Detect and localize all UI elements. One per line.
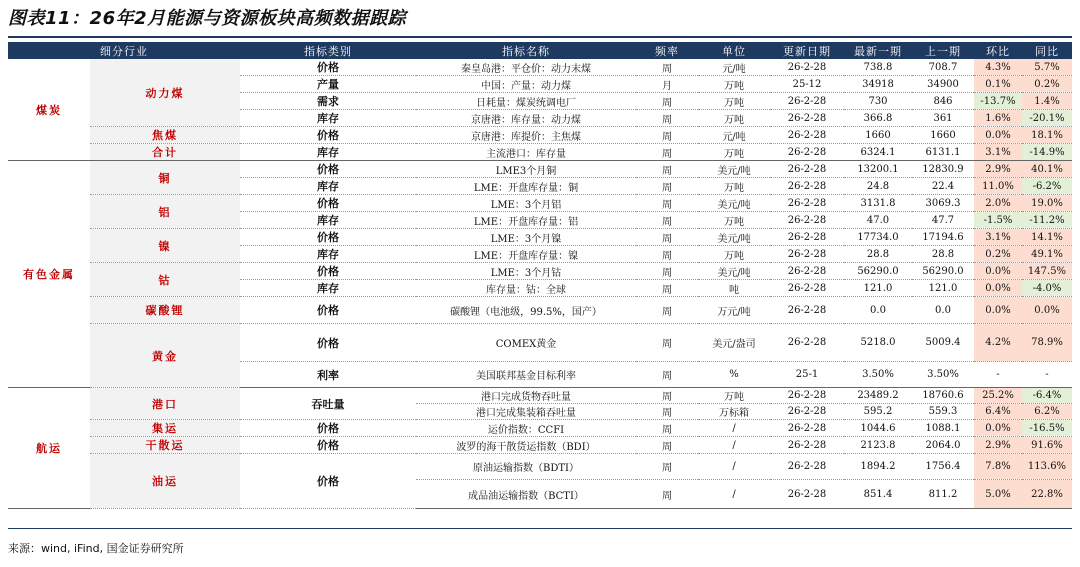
unit-cell: / [698, 454, 770, 480]
previous-value-cell: 22.4 [912, 178, 974, 195]
indicator-type-cell: 库存 [240, 178, 416, 195]
header-cell: 频率 [636, 42, 698, 59]
previous-value-cell: 5009.4 [912, 324, 974, 362]
indicator-type-cell: 库存 [240, 144, 416, 161]
update-date-cell: 26-2-28 [770, 388, 844, 404]
yoy-change-cell: -11.2% [1022, 212, 1072, 229]
previous-value-cell: 2064.0 [912, 437, 974, 454]
indicator-name-cell: COMEX黄金 [416, 324, 636, 362]
indicator-name-cell: 日耗量：煤炭统调电厂 [416, 93, 636, 110]
unit-cell: 万元/吨 [698, 297, 770, 324]
indicator-type-cell: 价格 [240, 195, 416, 212]
latest-value-cell: 730 [844, 93, 912, 110]
header-cell: 最新一期 [844, 42, 912, 59]
indicator-name-cell: 主流港口：库存量 [416, 144, 636, 161]
indicator-name-cell: 京唐港：库提价：主焦煤 [416, 127, 636, 144]
indicator-name-cell: 原油运输指数（BDTI） [416, 454, 636, 480]
indicator-type-cell: 需求 [240, 93, 416, 110]
frequency-cell: 周 [636, 110, 698, 127]
table-row [8, 229, 1072, 246]
unit-cell: 吨 [698, 280, 770, 297]
update-date-cell: 26-2-28 [770, 144, 844, 161]
subsector-cell: 焦煤 [90, 127, 240, 144]
update-date-cell: 26-2-28 [770, 437, 844, 454]
subsector-cell: 黄金 [90, 324, 240, 388]
indicator-name-cell: 波罗的海干散货运指数（BDI） [416, 437, 636, 454]
latest-value-cell: 3.50% [844, 362, 912, 388]
mom-change-cell: 0.0% [974, 280, 1022, 297]
latest-value-cell: 2123.8 [844, 437, 912, 454]
yoy-change-cell: 78.9% [1022, 324, 1072, 362]
unit-cell: 万吨 [698, 76, 770, 93]
mom-change-cell: 4.3% [974, 59, 1022, 76]
latest-value-cell: 366.8 [844, 110, 912, 127]
unit-cell: 美元/吨 [698, 161, 770, 178]
unit-cell: 美元/吨 [698, 195, 770, 212]
unit-cell: 美元/吨 [698, 263, 770, 280]
frequency-cell: 周 [636, 195, 698, 212]
latest-value-cell: 13200.1 [844, 161, 912, 178]
frequency-cell: 周 [636, 212, 698, 229]
unit-cell: 万吨 [698, 110, 770, 127]
sector-cell: 有色金属 [8, 161, 90, 388]
update-date-cell: 26-2-28 [770, 263, 844, 280]
unit-cell: 万吨 [698, 178, 770, 195]
indicator-name-cell: 中国：产量：动力煤 [416, 76, 636, 93]
unit-cell: 美元/盎司 [698, 324, 770, 362]
frequency-cell: 周 [636, 420, 698, 437]
mom-change-cell: 2.9% [974, 161, 1022, 178]
frequency-cell: 周 [636, 280, 698, 297]
mom-change-cell: 7.8% [974, 454, 1022, 480]
table-row [8, 59, 1072, 76]
subsector-cell: 铝 [90, 195, 240, 229]
yoy-change-cell: -4.0% [1022, 280, 1072, 297]
unit-cell: 万吨 [698, 212, 770, 229]
subsector-cell: 动力煤 [90, 59, 240, 127]
indicator-name-cell: 秦皇岛港：平仓价：动力末煤 [416, 59, 636, 76]
subsector-cell: 铜 [90, 161, 240, 195]
frequency-cell: 月 [636, 76, 698, 93]
frequency-cell: 周 [636, 246, 698, 263]
update-date-cell: 25-1 [770, 362, 844, 388]
frequency-cell: 周 [636, 93, 698, 110]
update-date-cell: 26-2-28 [770, 420, 844, 437]
footer-divider [8, 528, 1072, 529]
indicator-type-cell: 价格 [240, 437, 416, 454]
unit-cell: / [698, 480, 770, 509]
mom-change-cell: 25.2% [974, 388, 1022, 404]
latest-value-cell: 24.8 [844, 178, 912, 195]
table-row [8, 420, 1072, 437]
table-row [8, 263, 1072, 280]
unit-cell: 万吨 [698, 388, 770, 404]
frequency-cell: 周 [636, 362, 698, 388]
indicator-type-cell: 产量 [240, 76, 416, 93]
indicator-type-cell: 价格 [240, 127, 416, 144]
previous-value-cell: 3.50% [912, 362, 974, 388]
unit-cell: 元/吨 [698, 127, 770, 144]
mom-change-cell: -13.7% [974, 93, 1022, 110]
latest-value-cell: 6324.1 [844, 144, 912, 161]
previous-value-cell: 47.7 [912, 212, 974, 229]
table-row [8, 144, 1072, 161]
previous-value-cell: 6131.1 [912, 144, 974, 161]
indicator-type-cell: 库存 [240, 246, 416, 263]
unit-cell: 万标箱 [698, 404, 770, 420]
mom-change-cell: 3.1% [974, 144, 1022, 161]
indicator-type-cell: 价格 [240, 324, 416, 362]
indicator-name-cell: 港口完成集装箱吞吐量 [416, 404, 636, 420]
indicator-name-cell: 碳酸锂（电池级，99.5%，国产） [416, 297, 636, 324]
header-cell: 单位 [698, 42, 770, 59]
table-row [8, 324, 1072, 362]
table-row [8, 297, 1072, 324]
subsector-cell: 集运 [90, 420, 240, 437]
yoy-change-cell: 19.0% [1022, 195, 1072, 212]
yoy-change-cell: 0.0% [1022, 297, 1072, 324]
yoy-change-cell: -6.4% [1022, 388, 1072, 404]
indicator-type-cell: 库存 [240, 212, 416, 229]
indicator-name-cell: 库存量：钴：全球 [416, 280, 636, 297]
frequency-cell: 周 [636, 263, 698, 280]
mom-change-cell: 11.0% [974, 178, 1022, 195]
mom-change-cell: 0.2% [974, 246, 1022, 263]
indicator-type-cell: 吞吐量 [240, 388, 416, 420]
table-row [8, 454, 1072, 480]
previous-value-cell: 1088.1 [912, 420, 974, 437]
latest-value-cell: 17734.0 [844, 229, 912, 246]
yoy-change-cell: 0.2% [1022, 76, 1072, 93]
indicator-type-cell: 库存 [240, 110, 416, 127]
unit-cell: 万吨 [698, 93, 770, 110]
subsector-cell: 合计 [90, 144, 240, 161]
previous-value-cell: 811.2 [912, 480, 974, 509]
unit-cell: / [698, 420, 770, 437]
indicator-name-cell: LME3个月铜 [416, 161, 636, 178]
update-date-cell: 26-2-28 [770, 246, 844, 263]
indicator-name-cell: 成品油运输指数（BCTI） [416, 480, 636, 509]
indicator-name-cell: LME：3个月钴 [416, 263, 636, 280]
mom-change-cell: 4.2% [974, 324, 1022, 362]
previous-value-cell: 17194.6 [912, 229, 974, 246]
latest-value-cell: 1044.6 [844, 420, 912, 437]
header-cell: 上一期 [912, 42, 974, 59]
update-date-cell: 26-2-28 [770, 110, 844, 127]
update-date-cell: 26-2-28 [770, 161, 844, 178]
header-cell: 环比 [974, 42, 1022, 59]
frequency-cell: 周 [636, 454, 698, 480]
yoy-change-cell: -20.1% [1022, 110, 1072, 127]
indicator-name-cell: LME：3个月镍 [416, 229, 636, 246]
indicator-type-cell: 价格 [240, 454, 416, 509]
latest-value-cell: 3131.8 [844, 195, 912, 212]
table-row [8, 195, 1072, 212]
update-date-cell: 26-2-28 [770, 280, 844, 297]
indicator-type-cell: 库存 [240, 280, 416, 297]
frequency-cell: 周 [636, 59, 698, 76]
table-row [8, 127, 1072, 144]
latest-value-cell: 34918 [844, 76, 912, 93]
latest-value-cell: 56290.0 [844, 263, 912, 280]
indicator-type-cell: 价格 [240, 229, 416, 246]
previous-value-cell: 12830.9 [912, 161, 974, 178]
mom-change-cell: 5.0% [974, 480, 1022, 509]
indicator-type-cell: 利率 [240, 362, 416, 388]
update-date-cell: 26-2-28 [770, 324, 844, 362]
header-cell: 同比 [1022, 42, 1072, 59]
indicator-name-cell: LME：开盘库存量：铝 [416, 212, 636, 229]
unit-cell: 元/吨 [698, 59, 770, 76]
frequency-cell: 周 [636, 127, 698, 144]
table-row [8, 161, 1072, 178]
frequency-cell: 周 [636, 388, 698, 404]
subsector-cell: 港口 [90, 388, 240, 420]
yoy-change-cell: 49.1% [1022, 246, 1072, 263]
indicator-type-cell: 价格 [240, 161, 416, 178]
table-header [8, 42, 1072, 59]
latest-value-cell: 1894.2 [844, 454, 912, 480]
indicator-name-cell: 港口完成货物吞吐量 [416, 388, 636, 404]
update-date-cell: 26-2-28 [770, 229, 844, 246]
indicator-name-cell: 运价指数：CCFI [416, 420, 636, 437]
latest-value-cell: 23489.2 [844, 388, 912, 404]
yoy-change-cell: 22.8% [1022, 480, 1072, 509]
indicator-name-cell: LME：3个月铝 [416, 195, 636, 212]
previous-value-cell: 28.8 [912, 246, 974, 263]
unit-cell: % [698, 362, 770, 388]
source-note: 来源：wind, iFind, 国金证券研究所 [8, 542, 184, 555]
mom-change-cell: - [974, 362, 1022, 388]
yoy-change-cell: 91.6% [1022, 437, 1072, 454]
previous-value-cell: 846 [912, 93, 974, 110]
indicator-type-cell: 价格 [240, 59, 416, 76]
data-table [8, 42, 1072, 509]
update-date-cell: 26-2-28 [770, 404, 844, 420]
header-cell: 细分行业 [8, 42, 240, 59]
yoy-change-cell: -14.9% [1022, 144, 1072, 161]
yoy-change-cell: 6.2% [1022, 404, 1072, 420]
yoy-change-cell: 18.1% [1022, 127, 1072, 144]
sector-cell: 煤炭 [8, 59, 90, 161]
yoy-change-cell: 113.6% [1022, 454, 1072, 480]
header-cell: 指标名称 [416, 42, 636, 59]
yoy-change-cell: 147.5% [1022, 263, 1072, 280]
unit-cell: 万吨 [698, 246, 770, 263]
update-date-cell: 26-2-28 [770, 127, 844, 144]
previous-value-cell: 0.0 [912, 297, 974, 324]
update-date-cell: 25-12 [770, 76, 844, 93]
mom-change-cell: 3.1% [974, 229, 1022, 246]
frequency-cell: 周 [636, 178, 698, 195]
update-date-cell: 26-2-28 [770, 93, 844, 110]
latest-value-cell: 47.0 [844, 212, 912, 229]
mom-change-cell: 1.6% [974, 110, 1022, 127]
frequency-cell: 周 [636, 144, 698, 161]
update-date-cell: 26-2-28 [770, 297, 844, 324]
update-date-cell: 26-2-28 [770, 212, 844, 229]
sector-cell: 航运 [8, 388, 90, 509]
mom-change-cell: 0.0% [974, 420, 1022, 437]
unit-cell: / [698, 437, 770, 454]
subsector-cell: 油运 [90, 454, 240, 509]
indicator-type-cell: 价格 [240, 420, 416, 437]
title-divider [8, 36, 1072, 38]
mom-change-cell: -1.5% [974, 212, 1022, 229]
latest-value-cell: 851.4 [844, 480, 912, 509]
yoy-change-cell: 5.7% [1022, 59, 1072, 76]
latest-value-cell: 1660 [844, 127, 912, 144]
previous-value-cell: 361 [912, 110, 974, 127]
yoy-change-cell: -16.5% [1022, 420, 1072, 437]
unit-cell: 美元/吨 [698, 229, 770, 246]
yoy-change-cell: 40.1% [1022, 161, 1072, 178]
mom-change-cell: 0.0% [974, 297, 1022, 324]
header-cell: 指标类别 [240, 42, 416, 59]
frequency-cell: 周 [636, 324, 698, 362]
subsector-cell: 干散运 [90, 437, 240, 454]
indicator-name-cell: 京唐港：库存量：动力煤 [416, 110, 636, 127]
frequency-cell: 周 [636, 404, 698, 420]
latest-value-cell: 0.0 [844, 297, 912, 324]
previous-value-cell: 1660 [912, 127, 974, 144]
indicator-type-cell: 价格 [240, 297, 416, 324]
yoy-change-cell: 14.1% [1022, 229, 1072, 246]
previous-value-cell: 121.0 [912, 280, 974, 297]
latest-value-cell: 738.8 [844, 59, 912, 76]
previous-value-cell: 56290.0 [912, 263, 974, 280]
update-date-cell: 26-2-28 [770, 480, 844, 509]
unit-cell: 万吨 [698, 144, 770, 161]
yoy-change-cell: 1.4% [1022, 93, 1072, 110]
mom-change-cell: 0.0% [974, 263, 1022, 280]
latest-value-cell: 121.0 [844, 280, 912, 297]
subsector-cell: 钴 [90, 263, 240, 297]
mom-change-cell: 0.1% [974, 76, 1022, 93]
frequency-cell: 周 [636, 229, 698, 246]
previous-value-cell: 34900 [912, 76, 974, 93]
mom-change-cell: 6.4% [974, 404, 1022, 420]
page-title: 图表11：26年2月能源与资源板块高频数据跟踪 [8, 8, 407, 29]
update-date-cell: 26-2-28 [770, 178, 844, 195]
mom-change-cell: 2.0% [974, 195, 1022, 212]
indicator-name-cell: LME：开盘库存量：镍 [416, 246, 636, 263]
update-date-cell: 26-2-28 [770, 195, 844, 212]
mom-change-cell: 0.0% [974, 127, 1022, 144]
update-date-cell: 26-2-28 [770, 454, 844, 480]
yoy-change-cell: -6.2% [1022, 178, 1072, 195]
previous-value-cell: 708.7 [912, 59, 974, 76]
latest-value-cell: 28.8 [844, 246, 912, 263]
indicator-type-cell: 价格 [240, 263, 416, 280]
frequency-cell: 周 [636, 297, 698, 324]
previous-value-cell: 559.3 [912, 404, 974, 420]
previous-value-cell: 18760.6 [912, 388, 974, 404]
frequency-cell: 周 [636, 161, 698, 178]
indicator-name-cell: 美国联邦基金目标利率 [416, 362, 636, 388]
latest-value-cell: 5218.0 [844, 324, 912, 362]
table-row [8, 437, 1072, 454]
yoy-change-cell: - [1022, 362, 1072, 388]
update-date-cell: 26-2-28 [770, 59, 844, 76]
frequency-cell: 周 [636, 437, 698, 454]
frequency-cell: 周 [636, 480, 698, 509]
mom-change-cell: 2.9% [974, 437, 1022, 454]
subsector-cell: 镍 [90, 229, 240, 263]
header-cell: 更新日期 [770, 42, 844, 59]
indicator-name-cell: LME：开盘库存量：铜 [416, 178, 636, 195]
table-row [8, 388, 1072, 404]
previous-value-cell: 3069.3 [912, 195, 974, 212]
subsector-cell: 碳酸锂 [90, 297, 240, 324]
latest-value-cell: 595.2 [844, 404, 912, 420]
previous-value-cell: 1756.4 [912, 454, 974, 480]
